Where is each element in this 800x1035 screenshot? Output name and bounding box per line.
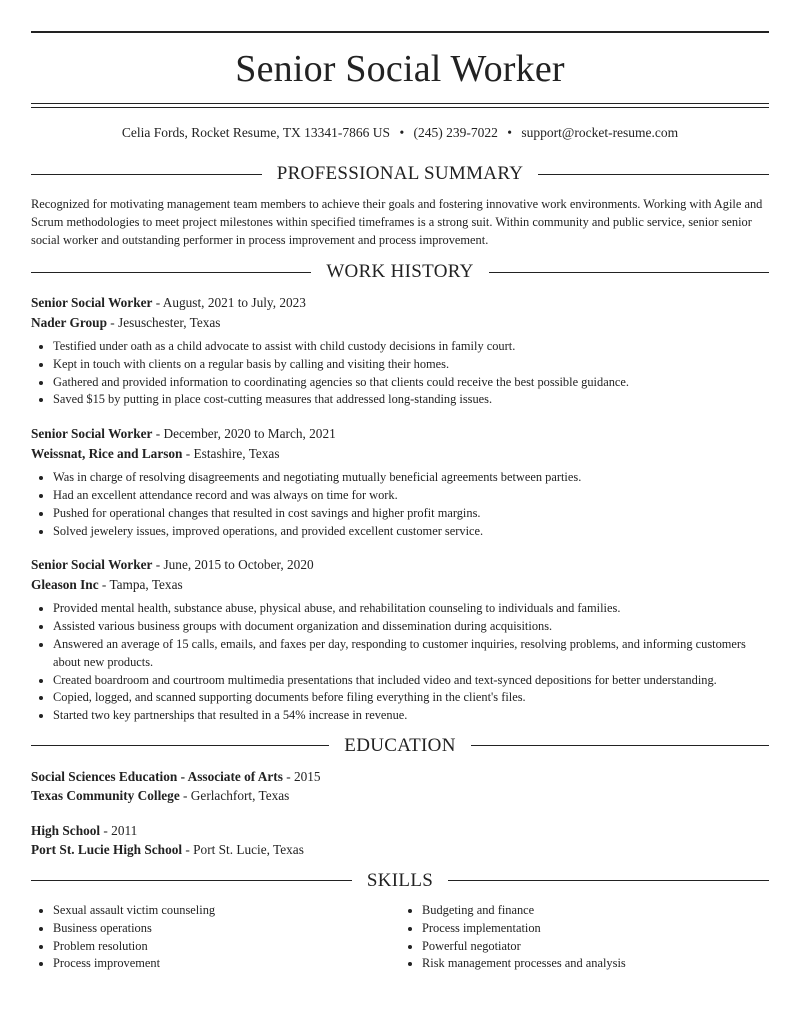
job-dates: - December, 2020 to March, 2021 — [152, 426, 336, 442]
job-company: Weissnat, Rice and Larson — [31, 445, 183, 461]
contact-email: support@rocket-resume.com — [521, 125, 679, 140]
job-bullet: • Had an excellent attendance record and was always on time for work. — [53, 487, 769, 505]
job-title: Senior Social Worker — [31, 295, 153, 310]
heading-rule-right — [448, 880, 769, 881]
job-title-line — [31, 293, 769, 313]
heading-rule-right — [489, 272, 769, 273]
job-company: Nader Group — [31, 314, 107, 330]
contact-phone: (245) 239-7022 — [413, 125, 498, 140]
resume-title: Senior Social Worker — [235, 48, 565, 90]
job-entry — [31, 424, 769, 540]
job-entry — [31, 555, 769, 725]
contact-separator: • — [399, 125, 405, 140]
job-title-line — [31, 424, 769, 444]
education-degree-line — [31, 821, 769, 841]
job-entry — [31, 293, 769, 409]
education-heading-label: EDUCATION — [344, 734, 456, 756]
job-location: - Jesuschester, Texas — [106, 314, 221, 330]
job-bullets — [31, 600, 769, 725]
job-dates: - June, 2015 to October, 2020 — [152, 557, 314, 573]
summary-heading — [31, 163, 769, 185]
work-history-heading — [31, 261, 769, 283]
education-school: Texas Community College — [31, 788, 180, 804]
job-bullet: • Saved $15 by putting in place cost-cutting measures that addressed long-standing issues. — [53, 391, 769, 409]
contact-address: Celia Fords, Rocket Resume, TX 13341-7866 US — [121, 125, 391, 140]
job-bullets — [31, 469, 769, 540]
education-degree: Social Sciences Education - Associate of Arts — [31, 768, 283, 784]
skill-item: • Problem resolution — [53, 938, 400, 956]
work-history-heading-label: WORK HISTORY — [326, 261, 474, 282]
skill-item: • Budgeting and finance — [422, 902, 769, 920]
skill-item: • Business operations — [53, 920, 400, 938]
job-bullet: • Copied, logged, and scanned supporting documents before filing everything in the client's files. — [53, 689, 769, 707]
job-location: - Estashire, Texas — [182, 445, 280, 461]
heading-rule-left — [31, 880, 352, 881]
job-company-line — [31, 575, 769, 595]
contact-separator: • — [507, 125, 513, 140]
education-degree-line — [31, 767, 769, 787]
job-company-line — [31, 313, 769, 333]
education-school-line — [31, 840, 769, 860]
job-bullets — [31, 338, 769, 409]
job-location: - Tampa, Texas — [98, 576, 183, 592]
contact-line — [31, 124, 769, 142]
education-school: Port St. Lucie High School — [31, 842, 183, 858]
resume-page — [31, 0, 769, 973]
job-bullet: • Kept in touch with clients on a regular basis by calling and visiting their homes. — [53, 356, 769, 374]
education-entry — [31, 821, 769, 860]
skill-item: • Risk management processes and analysis — [422, 955, 769, 973]
education-location: - Gerlachfort, Texas — [179, 788, 290, 804]
job-bullet: • Solved jewelery issues, improved operations, and provided excellent customer service. — [53, 523, 769, 541]
job-company: Gleason Inc — [31, 576, 99, 592]
job-company-line — [31, 444, 769, 464]
skills-heading-label: SKILLS — [366, 869, 434, 891]
job-bullet: • Created boardroom and courtroom multimedia presentations that included video and text-synced depositions for better understanding. — [53, 672, 769, 690]
education-school-line — [31, 786, 769, 806]
education-location: - Port St. Lucie, Texas — [182, 842, 304, 858]
skill-item: • Process implementation — [422, 920, 769, 938]
heading-rule-right — [538, 174, 769, 175]
job-title: Senior Social Worker — [31, 426, 153, 442]
heading-rule-left — [31, 174, 262, 175]
education-heading — [31, 735, 769, 757]
top-rule — [31, 31, 769, 33]
job-bullet: • Was in charge of resolving disagreements and negotiating mutually beneficial agreements between parties. — [53, 469, 769, 487]
job-title: Senior Social Worker — [31, 557, 153, 573]
skill-item: • Powerful negotiator — [422, 938, 769, 956]
skill-item: • Sexual assault victim counseling — [53, 902, 400, 920]
summary-text: Recognized for motivating management team members to achieve their goals and fostering innovative work environments. Working with Agile and Scrum methodologies to meet project milestones within specified timeframes is a strong suit. Within community and public service, senior senior social worker and outstanding performer in process improvement and process improvement. — [31, 197, 763, 247]
job-bullet: • Answered an average of 15 calls, emails, and faxes per day, responding to customer inquiries, resolving problems, and informing customers about new products. — [53, 636, 769, 672]
skills-heading — [31, 870, 769, 892]
job-dates: - August, 2021 to July, 2023 — [152, 295, 306, 310]
education-year: - 2011 — [100, 822, 138, 838]
job-bullet: • Assisted various business groups with document organization and dissemination during acquisitions. — [53, 618, 769, 636]
heading-rule-right — [471, 745, 769, 746]
education-year: - 2015 — [282, 768, 321, 784]
heading-rule-left — [31, 745, 329, 746]
summary-heading-label: PROFESSIONAL SUMMARY — [276, 163, 524, 184]
job-bullet: • Testified under oath as a child advocate to assist with child custody decisions in family court. — [53, 338, 769, 356]
title-double-rule — [31, 103, 769, 108]
job-bullet: • Started two key partnerships that resulted in a 54% increase in revenue. — [53, 707, 769, 725]
job-bullet: • Pushed for operational changes that resulted in cost savings and higher profit margins. — [53, 505, 769, 523]
skills-list-left — [31, 902, 400, 973]
job-bullet: • Provided mental health, substance abuse, physical abuse, and rehabilitation counseling to individuals and families. — [53, 600, 769, 618]
skills-columns — [31, 902, 769, 973]
heading-rule-left — [31, 272, 311, 273]
skills-list-right — [400, 902, 769, 973]
education-degree: High School — [31, 822, 101, 838]
job-bullet: • Gathered and provided information to coordinating agencies so that clients could receive the best possible guidance. — [53, 374, 769, 392]
job-title-line — [31, 555, 769, 575]
education-entry — [31, 767, 769, 806]
skill-item: • Process improvement — [53, 955, 400, 973]
